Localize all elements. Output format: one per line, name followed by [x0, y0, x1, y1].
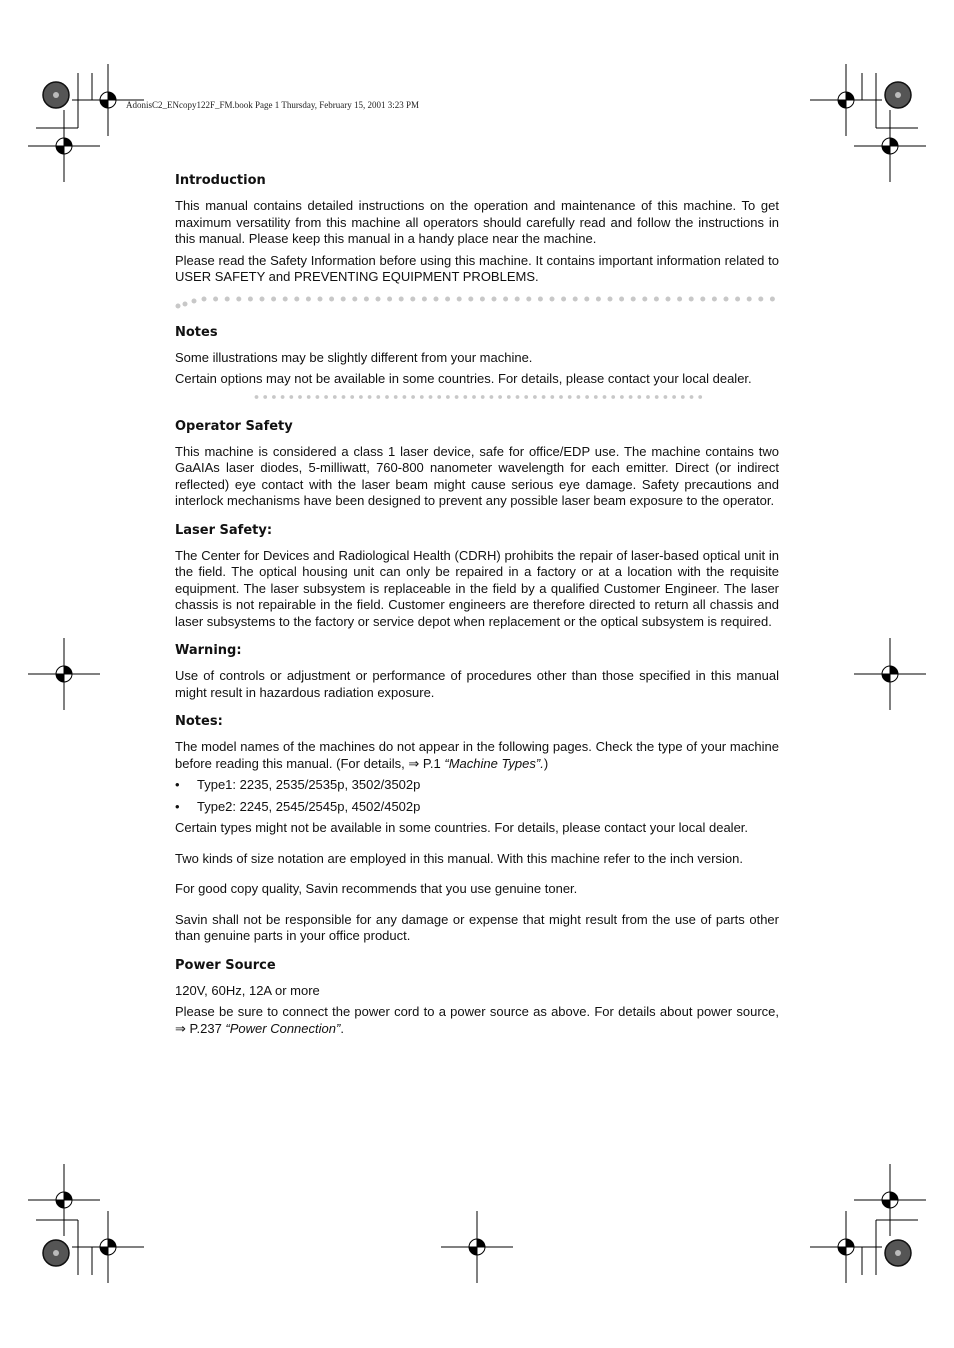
rule-dot — [655, 395, 659, 399]
print-header: AdonisC2_ENcopy122F_FM.book Page 1 Thursday, February 15, 2001 3:23 PM — [126, 100, 419, 110]
power-connection-link[interactable]: “Power Connection” — [225, 1020, 341, 1036]
operator-safety-paragraph: This machine is considered a class 1 laser device, safe for office/EDP use. The machine contains two GaAIAs laser diodes, 5-milliwatt, 760-800 nanometer wavelength for each emitter. Direct (or indirect reflected) eye contact with the laser beam might cause serious eye damage. Safety precautions and interlock mechanisms have been designed to prevent any possible laser beam exposure to the operator. — [175, 443, 779, 508]
color-target-icon — [885, 82, 911, 108]
rule-dot — [596, 296, 601, 301]
list-item — [175, 799, 779, 816]
rule-dot — [248, 296, 253, 301]
notes-paragraph: Certain types might not be available in some countries. For details, please contact your local dealer. — [175, 820, 749, 835]
rule-dot — [468, 296, 473, 301]
rule-dot — [681, 395, 685, 399]
rule-dot — [724, 296, 729, 301]
rule-dot — [611, 395, 615, 399]
registration-mark-icon — [72, 1211, 144, 1283]
rule-dot — [446, 395, 450, 399]
rule-dot — [263, 395, 267, 399]
notes-paragraph: For good copy quality, Savin recommends that you use genuine toner. — [175, 881, 578, 896]
rule-dot — [350, 395, 354, 399]
dotted-rule — [175, 294, 779, 310]
registration-mark-icon — [854, 1164, 926, 1236]
laser-safety-paragraph: The Center for Devices and Radiological Health (CDRH) prohibits the repair of laser-based optical unit in the field. The optical housing unit can only be repaired in a factory or at a location with the requisite equipment. The laser subsystem is replaceable in the field by a qualified Customer Engineer. The laser chassis is not repairable in the field. Customer engineers are therefore directed to return all chassis and laser subsystems to the factory or service depot when replacement or the optical subsystem is required. — [175, 547, 779, 629]
rule-dot — [385, 395, 389, 399]
rule-dot — [316, 395, 320, 399]
rule-dot — [271, 296, 276, 301]
registration-mark-icon — [854, 638, 926, 710]
rule-dot — [664, 395, 668, 399]
rule-dot — [492, 296, 497, 301]
rule-dot — [472, 395, 476, 399]
rule-dot — [689, 296, 694, 301]
rule-dot — [410, 296, 415, 301]
rule-dot — [507, 395, 511, 399]
rule-dot — [559, 395, 563, 399]
color-target-icon — [43, 1240, 69, 1266]
rule-dot — [420, 395, 424, 399]
rule-dot — [352, 296, 357, 301]
introduction-paragraph: This manual contains detailed instructions on the operation and maintenance of this machine. To get maximum versatility from this machine all operators should carefully read and follow the instructions in this manual. Please keep this manual in a handy place near the machine. — [175, 198, 779, 246]
notes-box — [175, 302, 779, 406]
rule-dot — [342, 395, 346, 399]
rule-dot — [399, 296, 404, 301]
notes-text: The model names of the machines do not appear in the following pages. Check the type of your machine before reading this manual. (For details, ⇒ P.1 — [175, 739, 779, 771]
notes-paragraph: Savin shall not be responsible for any damage or expense that might result from the use of parts other than genuine parts in your office product. — [175, 911, 779, 943]
rule-dot — [533, 395, 537, 399]
rule-dot — [700, 296, 705, 301]
rule-dot — [503, 296, 508, 301]
power-source-heading: Power Source — [175, 957, 276, 973]
rule-dot — [735, 296, 740, 301]
rule-dot — [329, 296, 334, 301]
rule-dot — [608, 296, 613, 301]
rule-dot — [698, 395, 702, 399]
introduction-section — [175, 172, 779, 286]
rule-dot — [411, 395, 415, 399]
rule-dot — [307, 395, 311, 399]
rule-dot — [770, 296, 775, 301]
rule-dot — [445, 296, 450, 301]
rule-dot — [654, 296, 659, 301]
rule-dot — [538, 296, 543, 301]
rule-dot — [526, 296, 531, 301]
rule-dot — [515, 296, 520, 301]
rule-dot — [306, 296, 311, 301]
rule-dot — [289, 395, 293, 399]
rule-dot — [516, 395, 520, 399]
list-item-text: Type2: 2245, 2545/2545p, 4502/4502p — [197, 798, 421, 814]
list-item-text: Type1: 2235, 2535/2535p, 3502/3502p — [197, 777, 421, 792]
notes-text-end: ) — [543, 755, 549, 771]
notes-box-paragraph: Certain options may not be available in some countries. For details, please contact your local dealer. — [175, 371, 752, 386]
rule-dot — [550, 296, 555, 301]
rule-dot — [213, 296, 218, 301]
laser-safety-heading: Laser Safety: — [175, 522, 273, 538]
notes-section — [175, 713, 779, 945]
rule-dot — [550, 395, 554, 399]
rule-dot — [364, 296, 369, 301]
rule-dot — [463, 395, 467, 399]
rule-dot — [368, 395, 372, 399]
rule-dot — [403, 395, 407, 399]
rule-dot — [333, 395, 337, 399]
warning-heading: Warning: — [175, 643, 242, 658]
bullet-icon: • — [175, 777, 180, 792]
rule-dot — [283, 296, 288, 301]
introduction-paragraph: Please read the Safety Information before using this machine. It contains important information related to USER SAFETY and PREVENTING EQUIPMENT PROBLEMS. — [175, 252, 779, 284]
page-content — [175, 172, 779, 1042]
rule-dot — [455, 395, 459, 399]
bullet-icon: • — [175, 798, 180, 814]
rule-dot — [758, 296, 763, 301]
warning-section — [175, 642, 779, 701]
rule-dot — [677, 296, 682, 301]
rule-dot — [629, 395, 633, 399]
rule-dot — [434, 296, 439, 301]
power-source-paragraph — [175, 1004, 779, 1037]
rule-dot — [341, 296, 346, 301]
rule-dot — [524, 395, 528, 399]
rule-dot — [594, 395, 598, 399]
warning-paragraph: Use of controls or adjustment or performance of procedures other than those specified in this manual might result in hazardous radiation exposure. — [175, 668, 779, 700]
color-target-icon — [885, 1240, 911, 1266]
notes-heading: Notes: — [175, 714, 223, 729]
rule-dot — [561, 296, 566, 301]
rule-dot — [646, 395, 650, 399]
registration-mark-icon — [810, 1211, 882, 1283]
rule-dot — [690, 395, 694, 399]
rule-dot — [585, 395, 589, 399]
rule-dot — [619, 296, 624, 301]
rule-dot — [666, 296, 671, 301]
rule-dot — [225, 296, 230, 301]
rule-dot — [202, 296, 207, 301]
rule-dot — [324, 395, 328, 399]
rule-dot — [568, 395, 572, 399]
introduction-heading: Introduction — [175, 173, 266, 188]
rule-dot — [577, 395, 581, 399]
rule-dot — [376, 395, 380, 399]
rule-dot — [457, 296, 462, 301]
rule-dot — [584, 296, 589, 301]
rule-dot — [437, 395, 441, 399]
rule-dot — [481, 395, 485, 399]
operator-safety-heading: Operator Safety — [175, 418, 293, 434]
registration-mark-icon — [854, 110, 926, 182]
machine-types-link[interactable]: “Machine Types”. — [444, 755, 544, 771]
laser-safety-section — [175, 522, 779, 631]
rule-dot — [394, 395, 398, 399]
rule-dot — [631, 296, 636, 301]
list-item — [175, 777, 779, 794]
rule-dot — [672, 395, 676, 399]
rule-dot — [260, 296, 265, 301]
notes-paragraph: Two kinds of size notation are employed in this manual. With this machine refer to the inch version. — [175, 850, 743, 866]
notes-box-paragraph: Some illustrations may be slightly different from your machine. — [175, 349, 533, 365]
rule-dot — [712, 296, 717, 301]
rule-dot — [603, 395, 607, 399]
rule-dot — [281, 395, 285, 399]
rule-dot — [422, 296, 427, 301]
rule-dot — [298, 395, 302, 399]
rule-dot — [637, 395, 641, 399]
power-source-section — [175, 957, 779, 1038]
registration-mark-icon — [28, 638, 100, 710]
notes-paragraph — [175, 739, 779, 772]
rule-dot — [620, 395, 624, 399]
rule-dot — [490, 395, 494, 399]
notes-box-heading: Notes — [175, 324, 218, 340]
rule-dot — [318, 296, 323, 301]
rule-dot — [376, 296, 381, 301]
rule-dot — [429, 395, 433, 399]
rule-dot — [498, 395, 502, 399]
rule-dot — [272, 395, 276, 399]
operator-safety-section — [175, 418, 779, 510]
rule-dot — [747, 296, 752, 301]
power-source-text-end: . — [340, 1020, 344, 1036]
dotted-rule — [175, 394, 779, 400]
registration-mark-icon — [28, 110, 100, 182]
registration-mark-icon — [28, 1164, 100, 1236]
type-list — [175, 777, 779, 815]
rule-dot — [542, 395, 546, 399]
rule-dot — [236, 296, 241, 301]
power-source-text: Please be sure to connect the power cord to a power source as above. For details about power source, ⇒ P.237 — [175, 1004, 779, 1036]
registration-mark-icon — [810, 64, 882, 136]
rule-dot — [387, 296, 392, 301]
rule-dot — [642, 296, 647, 301]
power-source-spec: 120V, 60Hz, 12A or more — [175, 982, 320, 998]
registration-mark-icon — [441, 1211, 513, 1283]
rule-dot — [480, 296, 485, 301]
color-target-icon — [43, 82, 69, 108]
rule-dot — [573, 296, 578, 301]
rule-dot — [359, 395, 363, 399]
rule-dot — [255, 395, 259, 399]
rule-dot — [294, 296, 299, 301]
